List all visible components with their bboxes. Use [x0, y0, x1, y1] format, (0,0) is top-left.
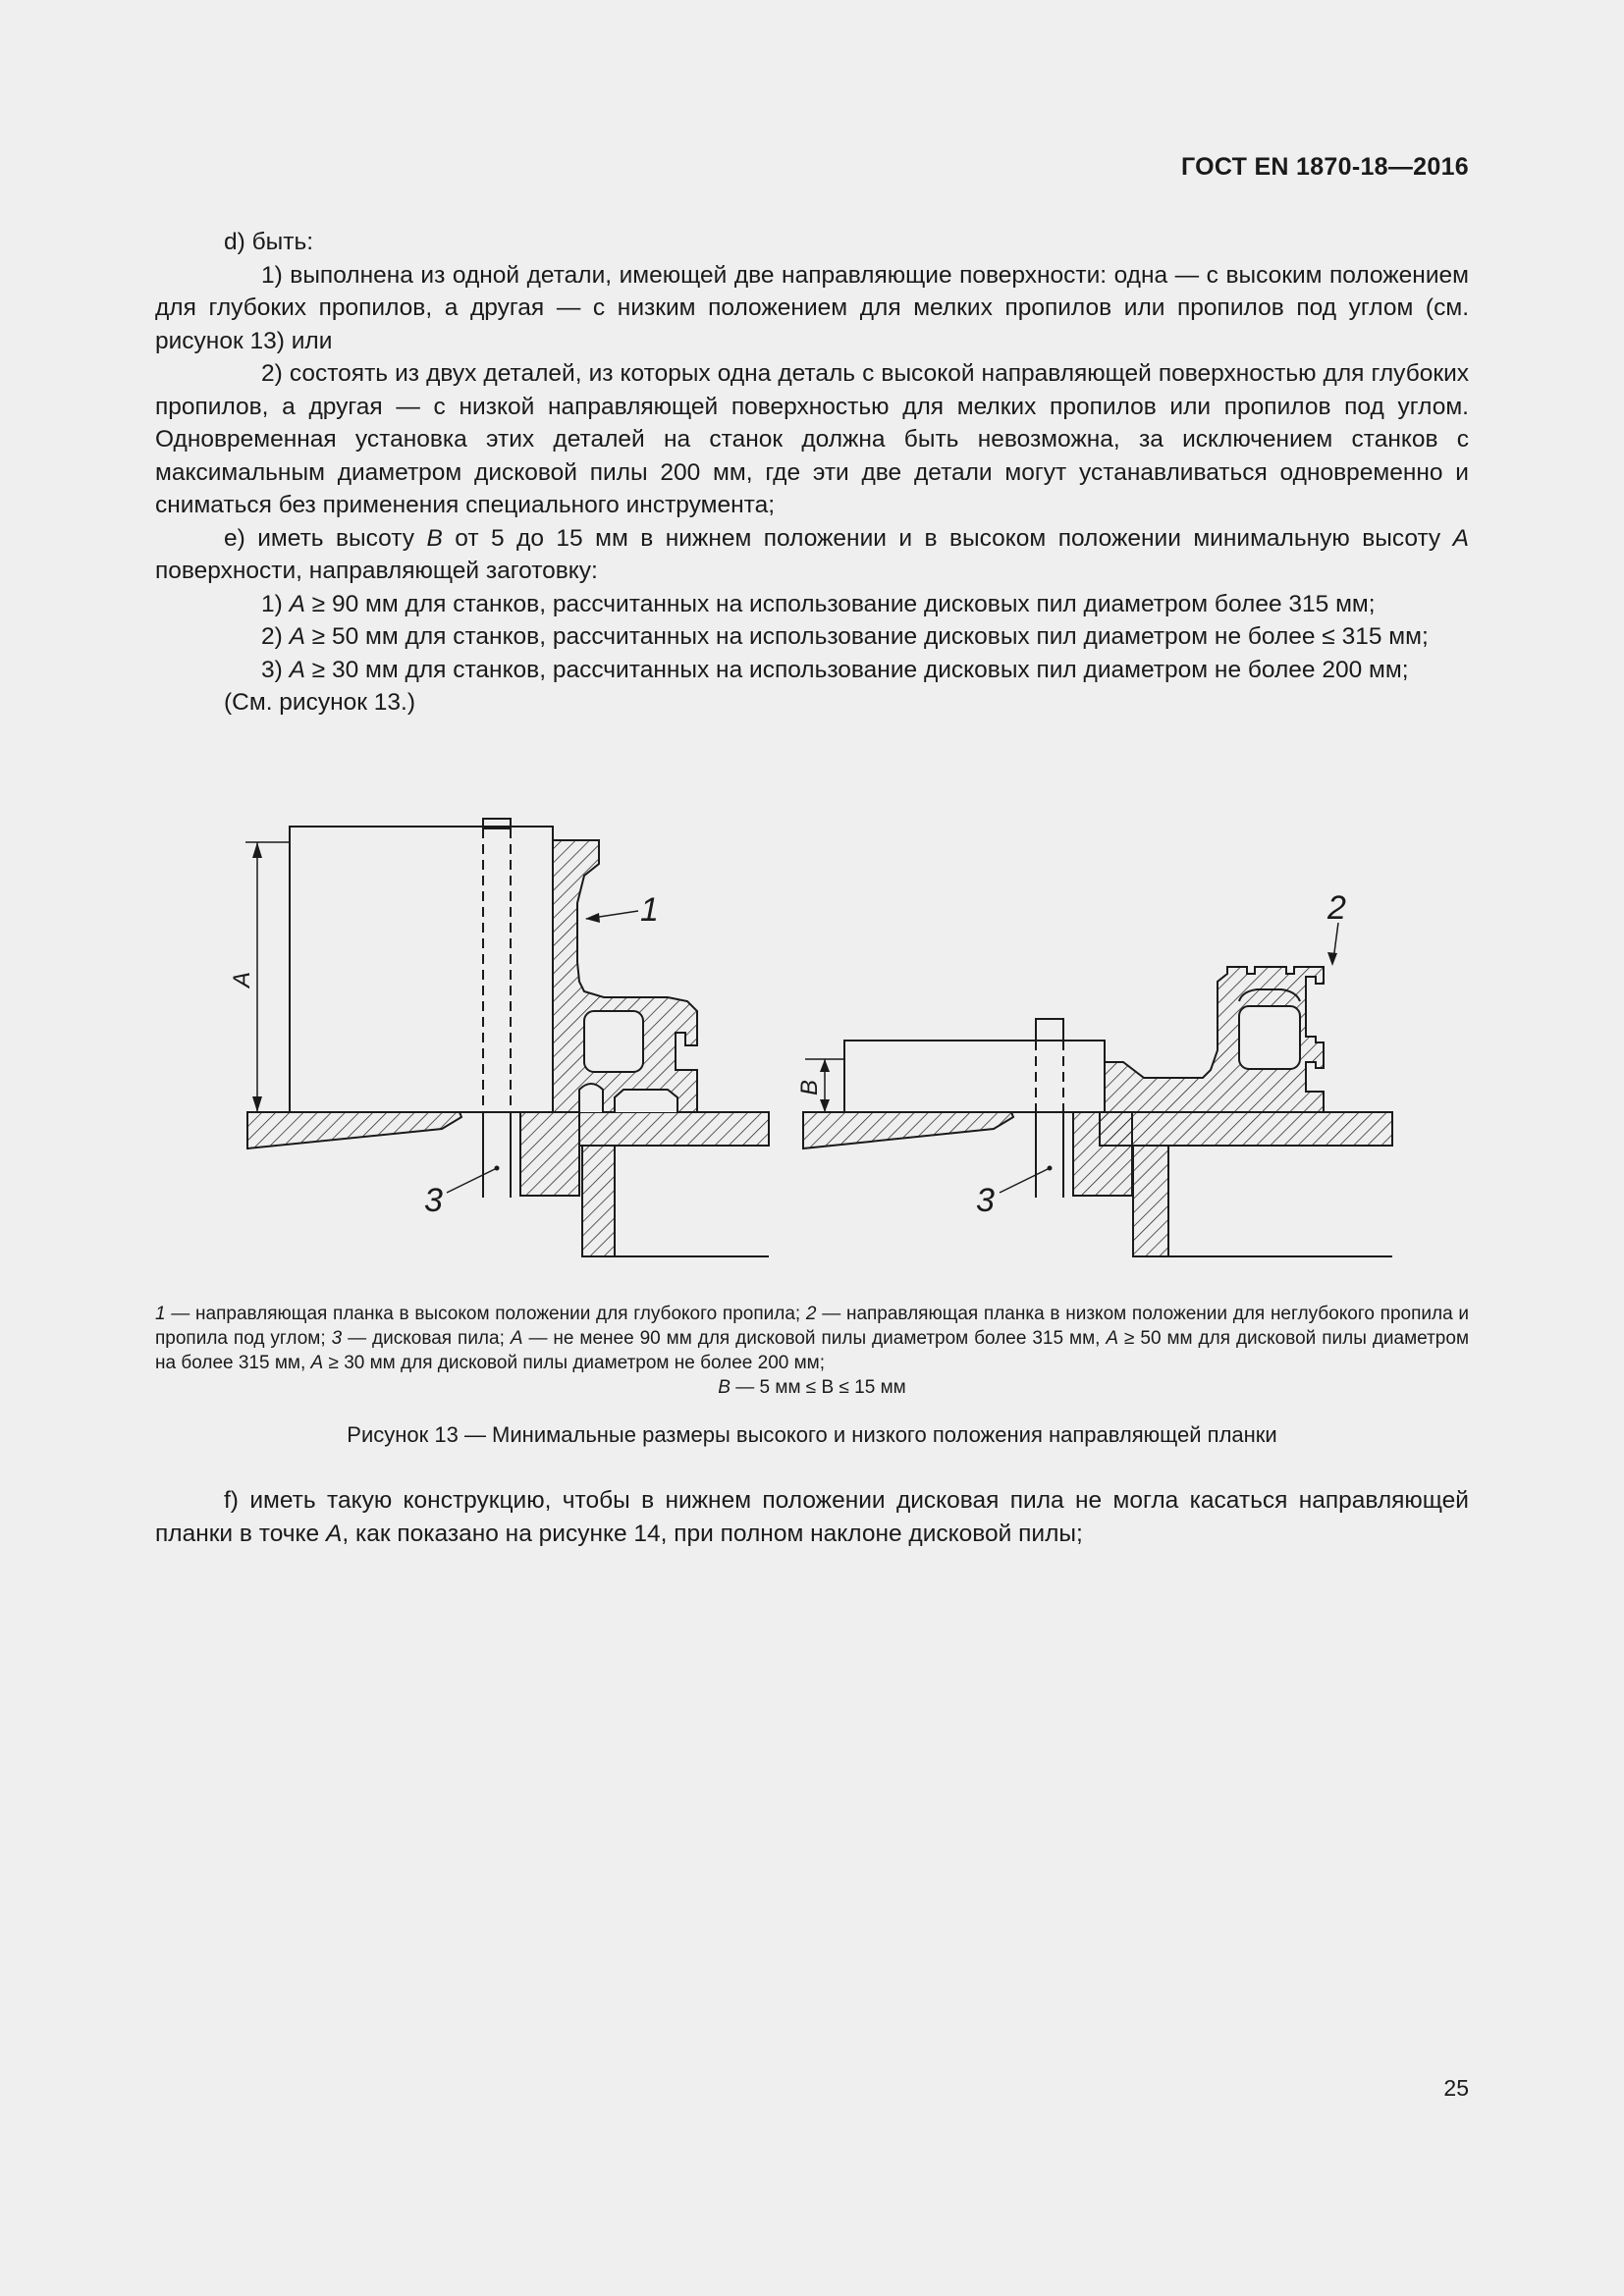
legend-text-2: — направляющая планка в низком положении для неглубокого пропила и пропила под углом; — [155, 1304, 1469, 1349]
legend-text-a3: ≥ 30 мм для дисковой пилы диаметром не более 200 мм; — [323, 1353, 826, 1373]
body-text — [155, 226, 1469, 720]
symbol-a: A — [289, 656, 305, 683]
legend-sym-a2: A — [1106, 1328, 1119, 1349]
legend-last-line — [155, 1375, 1469, 1400]
label-1: 1 — [640, 891, 659, 929]
symbol-a: A — [325, 1520, 343, 1547]
paragraph-e-2 — [155, 620, 1469, 654]
left-support — [582, 1146, 615, 1256]
text-run: 2) — [261, 623, 290, 650]
left-insert — [520, 1112, 579, 1196]
left-workpiece — [290, 827, 553, 1112]
legend-text-a: — не менее 90 мм для дисковой пилы диаметром более 315 мм, — [522, 1328, 1107, 1349]
legend-sym-a: A — [510, 1328, 523, 1349]
figure-caption: Рисунок 13 — Минимальные размеры высокого и низкого положения направляющей планки — [347, 1422, 1277, 1447]
legend-num-2: 2 — [805, 1304, 817, 1324]
paragraph-e-intro — [155, 522, 1469, 588]
right-saw-top — [1036, 1019, 1063, 1041]
paragraph-d-2: 2) состоять из двух деталей, из которых одна деталь с высокой направляющей поверхностью для глубоких пропилов, а другая — с низкой направляющей поверхностью для мелких пропилов или пропилов под углом. Одновременная установка этих деталей на станок должна быть невозможна, за исключением станков с максимальным диаметром дисковой пилы 200 мм, где эти две детали могут устанавливаться одновременно и сниматься без применения специального инструмента; — [155, 360, 1469, 518]
text-run: f) иметь такую конструкцию, чтобы в нижнем положении дисковая пила не могла касаться направляющей планки в точке — [155, 1487, 1469, 1547]
right-workpiece — [844, 1041, 1105, 1112]
symbol-a: A — [1452, 524, 1469, 552]
text-run: e) иметь высоту — [224, 524, 427, 552]
page-number: 25 — [1443, 2075, 1469, 2101]
legend-sym-a3: A — [310, 1353, 324, 1373]
right-support — [1133, 1146, 1168, 1256]
dim-label-a: A — [229, 971, 255, 988]
figure-13-drawing — [229, 805, 1414, 1276]
paragraph-f — [155, 1484, 1469, 1550]
figure-13 — [229, 805, 1414, 1276]
legend-body — [155, 1302, 1469, 1375]
text-run: ≥ 90 мм для станков, рассчитанных на использование дисковых пил диаметром более 315 мм; — [304, 590, 1376, 617]
legend-sym-b: B — [718, 1377, 731, 1398]
left-table-top — [247, 1112, 461, 1148]
paragraph-e-3 — [155, 654, 1469, 687]
text-run: поверхности, направляющей заготовку: — [155, 558, 598, 584]
left-table-right — [579, 1112, 769, 1146]
legend-num-1: 1 — [155, 1304, 166, 1324]
label-3-right: 3 — [976, 1182, 995, 1219]
label-3-left: 3 — [424, 1182, 443, 1219]
legend-num-3: 3 — [331, 1328, 343, 1349]
text-run: 1) — [261, 590, 290, 617]
right-insert — [1073, 1112, 1132, 1196]
paragraph-d-intro: d) быть: — [224, 229, 314, 255]
symbol-b: B — [426, 524, 443, 552]
paragraph-d-1: 1) выполнена из одной детали, имеющей две направляющие поверхности: одна — с высоким положением для глубоких пропилов, а другая — с низким положением для мелких пропилов или пропилов под углом (см. рисунок 13) или — [155, 261, 1469, 354]
dim-label-b: B — [796, 1079, 823, 1095]
document-header: ГОСТ EN 1870-18—2016 — [1181, 153, 1469, 181]
text-run: 3) — [261, 656, 290, 683]
legend-text-a2: ≥ 50 мм для дисковой пилы диаметром на более 315 мм, — [155, 1328, 1470, 1373]
see-figure-note: (См. рисунок 13.) — [224, 689, 416, 716]
legend-text-1: — направляющая планка в высоком положении для глубокого пропила; — [165, 1304, 806, 1324]
text-run: , как показано на рисунке 14, при полном наклоне дисковой пилы; — [342, 1520, 1083, 1547]
right-table-top — [803, 1112, 1013, 1148]
text-run: ≥ 30 мм для станков, рассчитанных на использование дисковых пил диаметром не более 200 мм; — [304, 656, 1409, 683]
label-2: 2 — [1327, 889, 1346, 927]
right-drawing — [796, 889, 1392, 1256]
symbol-a: A — [289, 590, 305, 617]
legend-text-3: — дисковая пила; — [342, 1328, 511, 1349]
symbol-a: A — [289, 623, 305, 650]
left-drawing — [229, 819, 769, 1256]
text-run: ≥ 50 мм для станков, рассчитанных на использование дисковых пил диаметром не более ≤ 315 мм; — [304, 623, 1429, 650]
text-run: от 5 до 15 мм в нижнем положении и в высоком положении минимальную высоту — [442, 524, 1453, 552]
paragraph-f-text — [155, 1484, 1469, 1550]
figure-legend — [155, 1302, 1469, 1400]
left-fence-hole — [584, 1011, 643, 1072]
paragraph-e-1 — [155, 588, 1469, 621]
right-table-right — [1100, 1112, 1392, 1146]
right-fence-hole — [1239, 1006, 1300, 1069]
legend-text-b: — 5 мм ≤ B ≤ 15 мм — [730, 1377, 906, 1398]
